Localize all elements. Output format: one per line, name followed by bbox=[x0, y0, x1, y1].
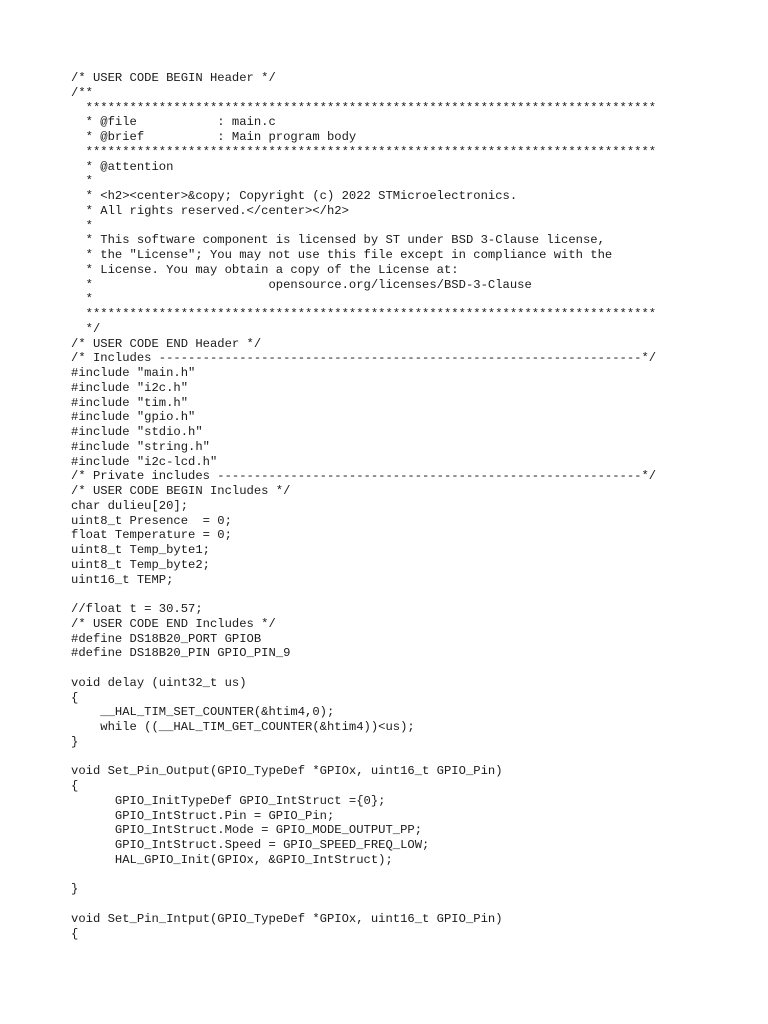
code-line: { bbox=[71, 926, 79, 941]
code-line: #include "stdio.h" bbox=[71, 425, 203, 439]
code-line: #include "tim.h" bbox=[71, 395, 189, 410]
code-line: */ bbox=[71, 321, 101, 336]
code-line: { bbox=[71, 690, 79, 705]
code-line: uint16_t TEMP; bbox=[71, 572, 174, 587]
code-line: * bbox=[71, 174, 93, 189]
code-line: { bbox=[71, 779, 79, 793]
code-line: } bbox=[71, 882, 79, 897]
code-line: * License. You may obtain a copy of the License at: bbox=[71, 262, 459, 277]
code-line: /* Private includes ----------------------------------------------------------*/ bbox=[71, 469, 657, 484]
code-line: * bbox=[71, 292, 93, 307]
code-line: void Set_Pin_Intput(GPIO_TypeDef *GPIOx, uint16_t GPIO_Pin) bbox=[71, 911, 503, 926]
code-line: #define DS18B20_PORT GPIOB bbox=[71, 631, 262, 646]
code-line: void Set_Pin_Output(GPIO_TypeDef *GPIOx, uint16_t GPIO_Pin) bbox=[71, 764, 503, 779]
code-line: #include "string.h" bbox=[71, 439, 210, 454]
code-line: #define DS18B20_PIN GPIO_PIN_9 bbox=[71, 646, 291, 661]
code-line: GPIO_InitTypeDef GPIO_IntStruct ={0}; bbox=[71, 793, 386, 808]
code-line: #include "main.h" bbox=[71, 366, 196, 380]
code-line: /* USER CODE BEGIN Includes */ bbox=[71, 484, 291, 498]
code-line: while ((__HAL_TIM_GET_COUNTER(&htim4))<us); bbox=[71, 720, 415, 734]
code-line: ****************************************************************************** bbox=[71, 144, 657, 159]
code-line: GPIO_IntStruct.Pin = GPIO_Pin; bbox=[71, 808, 335, 823]
code-line bbox=[71, 661, 761, 676]
code-line: * the "License"; You may not use this file except in compliance with the bbox=[71, 248, 613, 262]
code-line bbox=[71, 868, 761, 883]
code-line bbox=[71, 897, 761, 912]
code-line: ****************************************************************************** bbox=[71, 100, 657, 115]
code-line: * @brief : Main program body bbox=[71, 130, 357, 144]
code-line: GPIO_IntStruct.Speed = GPIO_SPEED_FREQ_LOW; bbox=[71, 838, 430, 852]
code-line: uint8_t Temp_byte1; bbox=[71, 543, 210, 557]
code-line: #include "gpio.h" bbox=[71, 410, 196, 425]
code-line: * This software component is licensed by ST under BSD 3-Clause license, bbox=[71, 233, 605, 248]
code-line: HAL_GPIO_Init(GPIOx, &GPIO_IntStruct); bbox=[71, 852, 393, 867]
code-line: //float t = 30.57; bbox=[71, 602, 203, 616]
code-line: * All rights reserved.</center></h2> bbox=[71, 203, 349, 218]
code-line: #include "i2c.h" bbox=[71, 380, 189, 395]
code-line bbox=[71, 750, 761, 765]
code-line: uint8_t Temp_byte2; bbox=[71, 557, 210, 572]
code-line: uint8_t Presence = 0; bbox=[71, 513, 232, 528]
code-line: * bbox=[71, 218, 93, 233]
code-line: * @file : main.c bbox=[71, 115, 276, 130]
code-line: /* USER CODE BEGIN Header */ bbox=[71, 71, 276, 85]
code-line: /** bbox=[71, 85, 93, 100]
code-line: /* USER CODE END Header */ bbox=[71, 336, 262, 351]
code-line: __HAL_TIM_SET_COUNTER(&htim4,0); bbox=[71, 705, 335, 720]
code-line: #include "i2c-lcd.h" bbox=[71, 454, 218, 469]
code-line: * @attention bbox=[71, 159, 174, 174]
code-line: ****************************************************************************** bbox=[71, 307, 657, 321]
code-line: char dulieu[20]; bbox=[71, 498, 189, 513]
code-line bbox=[71, 587, 761, 602]
code-line: /* Includes ------------------------------------------------------------------*/ bbox=[71, 351, 657, 366]
code-line: * <h2><center>&copy; Copyright (c) 2022 STMicroelectronics. bbox=[71, 189, 518, 203]
code-line: * opensource.org/licenses/BSD-3-Clause bbox=[71, 277, 532, 292]
code-line: GPIO_IntStruct.Mode = GPIO_MODE_OUTPUT_PP; bbox=[71, 823, 423, 838]
code-line: } bbox=[71, 734, 79, 749]
code-line: float Temperature = 0; bbox=[71, 528, 232, 543]
code-line: void delay (uint32_t us) bbox=[71, 675, 247, 690]
source-code-listing bbox=[71, 71, 761, 941]
code-line: /* USER CODE END Includes */ bbox=[71, 616, 276, 631]
